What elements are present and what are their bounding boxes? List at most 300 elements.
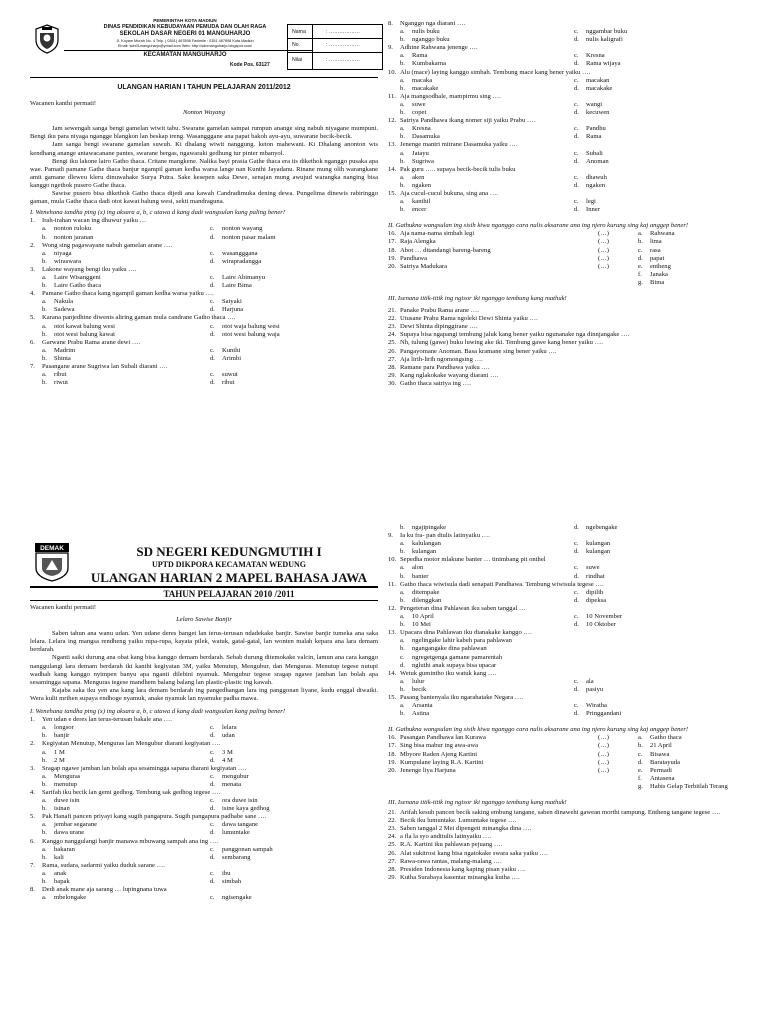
option-text: 3 M xyxy=(222,748,233,756)
option-letter: c. xyxy=(210,748,215,756)
school-name: SD NEGERI KEDUNGMUTIH I xyxy=(136,544,322,559)
answer-option[interactable] xyxy=(42,724,210,732)
answer-option[interactable] xyxy=(574,85,748,93)
option-letter: b. xyxy=(400,133,405,141)
answer-bracket[interactable]: (…) xyxy=(598,254,609,262)
answer-option[interactable] xyxy=(400,133,574,141)
answer-option[interactable] xyxy=(42,773,210,781)
answer-option[interactable] xyxy=(400,621,574,629)
option-letter: a. xyxy=(42,273,47,281)
question-text: Sragap ngawe jamban lan bolah apa sesamingga sapana diarani kegiyatan …. xyxy=(42,764,247,772)
matching-number: 19. xyxy=(388,758,397,766)
answer-option[interactable] xyxy=(42,829,210,837)
option-text: encer xyxy=(412,206,427,214)
answer-option[interactable] xyxy=(574,597,748,605)
question-number: 27. xyxy=(388,355,397,363)
answer-bracket[interactable]: (…) xyxy=(598,238,609,246)
answer-option[interactable] xyxy=(574,548,748,556)
answer-option[interactable] xyxy=(400,678,574,686)
answer-option[interactable] xyxy=(400,198,574,206)
fill-in-item xyxy=(388,858,748,866)
option-text: lulur xyxy=(412,677,425,685)
fill-in-item xyxy=(388,874,748,882)
answer-option[interactable] xyxy=(400,174,574,182)
answer-option[interactable] xyxy=(42,732,210,740)
answer-option[interactable] xyxy=(42,250,210,258)
option-letter: a. xyxy=(400,52,405,60)
option-text: dilenggkan xyxy=(412,596,442,604)
question-number: 2. xyxy=(30,740,35,748)
answer-option[interactable] xyxy=(210,878,378,886)
option-group xyxy=(388,150,748,166)
option-text: otot wesi balung waja xyxy=(222,330,280,338)
kop-line-1: PEMERINTAH KOTA MADIUN xyxy=(153,18,217,23)
answer-option[interactable] xyxy=(210,797,378,805)
question-text: Satriya Pandhawa ikang nomer siji yaiku Prabu …. xyxy=(400,117,536,125)
answer-bracket[interactable]: (…) xyxy=(598,766,609,774)
option-text: kulangan xyxy=(412,548,437,556)
answer-option[interactable] xyxy=(400,150,574,158)
section-1-instruction: I. Wenehana tandha ping (x) ing aksara a, b, c utawa d kang dadi wangsulan kang paling bener! xyxy=(30,708,286,716)
answer-option[interactable] xyxy=(574,564,748,572)
question-number: 13. xyxy=(388,141,397,149)
answer-option[interactable] xyxy=(42,757,210,765)
name-field[interactable]: ……………… xyxy=(328,29,361,35)
answer-option[interactable] xyxy=(400,548,574,556)
option-letter: d. xyxy=(210,756,215,764)
story-paragraph: Saben tahun ana wanu udan. Yen udane deres banget lan terus-terusan ndadekake banjir. Sawise banjir tumeka ana saka lelara. Lelara ing mangsa rendheng yaiku rupa-rupa, kayata pilek, watuk, gatal-gatal, lan wonten malah kepara ana lara demam berdarah. xyxy=(30,630,378,654)
option-letter: d. xyxy=(210,306,215,314)
option-letter: c. xyxy=(210,298,215,306)
option-letter: a. xyxy=(42,869,47,877)
option-letter: d. xyxy=(210,780,215,788)
exam-sheet-2 xyxy=(0,512,768,1024)
answer-option[interactable] xyxy=(400,637,748,645)
answer-option[interactable] xyxy=(400,710,574,718)
answer-option[interactable] xyxy=(42,258,210,266)
answer-option[interactable] xyxy=(574,710,748,718)
option-group xyxy=(388,28,748,44)
question-text: R.A. Kartini iku pahlawan pejuang …. xyxy=(400,841,503,849)
answer-bracket[interactable]: (…) xyxy=(598,262,609,270)
question-number: 8. xyxy=(30,886,35,894)
answer-bracket[interactable]: (…) xyxy=(598,758,609,766)
answer-option[interactable] xyxy=(210,347,378,355)
answer-option[interactable] xyxy=(574,133,748,141)
answer-option[interactable] xyxy=(42,781,210,789)
multiple-choice-list xyxy=(30,217,378,387)
option-letter: d. xyxy=(210,233,215,241)
question-number: 13. xyxy=(388,629,397,637)
kop-line-3: SEKOLAH DASAR NEGERI 01 MANGUHARJO xyxy=(119,31,251,37)
answer-option[interactable] xyxy=(42,749,210,757)
question-text: Utusane Prabu Rama ngoleki Dewi Shinta yaiku …. xyxy=(400,315,538,323)
matching-row xyxy=(388,230,748,238)
matching-option: entheng xyxy=(650,262,671,270)
answer-bracket[interactable]: (…) xyxy=(598,742,609,750)
option-text: panggonan sampah xyxy=(222,845,273,853)
option-group xyxy=(30,323,378,339)
answer-option[interactable] xyxy=(574,182,748,190)
answer-option[interactable] xyxy=(574,158,748,166)
question-text: Aja mangsodhale, mampirmu sing …. xyxy=(400,92,501,100)
answer-option[interactable] xyxy=(42,347,210,355)
option-text: dipeksa xyxy=(586,596,607,604)
answer-option[interactable] xyxy=(42,234,210,242)
option-letter: a. xyxy=(400,588,405,596)
fill-in-item xyxy=(388,356,748,364)
answer-option[interactable] xyxy=(400,52,574,60)
option-text: Sugriwa xyxy=(412,157,434,165)
answer-option[interactable] xyxy=(42,821,210,829)
question-text: Arifah kesuh pancen becik saking embung tangane, saben dinawehi gawean morthi rampung. Entheng tangane tegese …. xyxy=(400,809,721,817)
answer-option[interactable] xyxy=(210,355,378,363)
answer-option[interactable] xyxy=(210,371,378,379)
option-text: nonton wayang xyxy=(222,225,263,233)
answer-option[interactable] xyxy=(400,613,574,621)
answer-bracket[interactable]: (…) xyxy=(598,246,609,254)
matching-statement: Pandhawa xyxy=(400,254,428,262)
answer-option[interactable] xyxy=(210,250,378,258)
answer-option[interactable] xyxy=(42,306,210,314)
answer-option[interactable] xyxy=(574,28,748,36)
option-text: ngebengake xyxy=(586,524,618,531)
option-letter: a. xyxy=(42,748,47,756)
question-item xyxy=(388,605,748,613)
answer-option[interactable] xyxy=(574,52,748,60)
option-letter: c. xyxy=(210,869,215,877)
answer-option[interactable] xyxy=(400,573,574,581)
answer-option[interactable] xyxy=(42,225,210,233)
option-group xyxy=(30,274,378,290)
answer-option[interactable] xyxy=(400,686,574,694)
score-colon: : xyxy=(326,57,328,63)
question-number: 6. xyxy=(30,338,35,346)
option-text: Madrim xyxy=(54,346,76,354)
answer-option[interactable] xyxy=(400,182,574,190)
fill-in-item xyxy=(388,364,748,372)
answer-option[interactable] xyxy=(574,77,748,85)
header-rule-bottom xyxy=(30,600,378,601)
answer-option[interactable] xyxy=(574,174,748,182)
matching-statement: Jenenge liya Harjuna xyxy=(400,766,456,774)
question-text: Dewi Shinta dipinggirane …. xyxy=(400,323,478,331)
answer-option[interactable] xyxy=(210,282,378,290)
option-text: macakake xyxy=(412,84,439,92)
answer-option[interactable] xyxy=(574,60,748,68)
option-group xyxy=(388,77,748,93)
question-text: Gatho thaca wiwisula dadi senapati Pandhawa. Tembung wiwisula tegese …. xyxy=(400,580,604,588)
option-text: Kresna xyxy=(586,52,605,60)
answer-bracket[interactable]: (…) xyxy=(598,734,609,742)
question-item xyxy=(388,190,748,198)
answer-option[interactable] xyxy=(210,846,378,854)
option-text: Pandhu xyxy=(586,125,606,133)
option-letter: c. xyxy=(574,28,579,36)
answer-option[interactable] xyxy=(400,654,748,662)
option[interactable] xyxy=(574,524,748,532)
option-letter: d. xyxy=(210,257,215,265)
question-item xyxy=(30,290,378,298)
option-text: Kresna xyxy=(412,125,431,133)
answer-option[interactable] xyxy=(574,678,748,686)
matching-option: Gatho thaca xyxy=(650,734,682,742)
option-text: Harjuna xyxy=(222,306,244,314)
answer-bracket[interactable]: (…) xyxy=(598,750,609,758)
option-text: macakan xyxy=(586,76,610,84)
matching-number: 18. xyxy=(388,750,397,758)
matching-letter: a. xyxy=(638,230,643,238)
answer-option[interactable] xyxy=(574,540,748,548)
answer-option[interactable] xyxy=(574,206,748,214)
option-text: wasangggana xyxy=(222,249,258,257)
option-text: kalulangan xyxy=(412,540,441,548)
answer-option[interactable] xyxy=(400,125,574,133)
answer-option[interactable] xyxy=(400,85,574,93)
answer-option[interactable] xyxy=(42,282,210,290)
fill-in-item xyxy=(388,833,748,841)
option-letter: a. xyxy=(42,298,47,306)
option-text: Rama xyxy=(412,52,428,60)
option-text: Subali xyxy=(586,149,603,157)
answer-option[interactable] xyxy=(574,702,748,710)
fill-in-item xyxy=(388,380,748,388)
matching-option: lima xyxy=(650,238,662,246)
option-letter: a. xyxy=(42,772,47,780)
option-letter: c. xyxy=(210,724,215,732)
answer-option[interactable] xyxy=(400,28,574,36)
option-text: ribut xyxy=(222,379,235,387)
matching-letter: b. xyxy=(638,238,643,246)
question-text: Aja cucul-cucul bukuna, sing ana …. xyxy=(400,189,498,197)
answer-option[interactable] xyxy=(400,564,574,572)
option-letter: a. xyxy=(42,346,47,354)
question-text: Sarifah iku becik lan gemi gedhog. Tembung sak gedhog tegese …. xyxy=(42,788,221,796)
answer-option[interactable] xyxy=(42,878,210,886)
option-text: banjir xyxy=(54,732,70,740)
answer-option[interactable] xyxy=(400,540,574,548)
answer-option[interactable] xyxy=(400,597,574,605)
answer-option[interactable] xyxy=(210,331,378,339)
answer-option[interactable] xyxy=(574,125,748,133)
answer-option[interactable] xyxy=(400,109,574,117)
option-text: ngajipingake xyxy=(412,524,447,531)
answer-option[interactable] xyxy=(400,158,574,166)
answer-option[interactable] xyxy=(42,846,210,854)
option-text: niyaga xyxy=(54,249,72,257)
option-group xyxy=(388,564,748,580)
question-text: Pasangane arane Sugriwa lan Subali diarani …. xyxy=(42,363,168,370)
story-paragraph: Sawise pusero bisa dikethok Gatho thaca dijedi ana kawah Candradimuka dening dewa. Pungelima dinewis rabiringgo gaman, mula Gathe thaca dadi otot kawat balung wesi, sekti mandraguna. xyxy=(30,190,378,206)
question-item xyxy=(388,117,748,125)
matching-number: 18. xyxy=(388,246,397,254)
fill-in-item xyxy=(388,348,748,356)
answer-option[interactable] xyxy=(42,870,210,878)
option-text: ora duwe isin xyxy=(222,797,258,805)
question-text: Kang nglakokake wayang diarani …. xyxy=(400,371,499,379)
question-number: 25. xyxy=(388,339,397,347)
matching-number: 16. xyxy=(388,734,397,742)
matching-row xyxy=(388,255,748,263)
answer-option[interactable] xyxy=(210,894,378,902)
answer-option[interactable] xyxy=(210,821,378,829)
answer-option[interactable] xyxy=(210,805,378,813)
answer-option[interactable] xyxy=(210,870,378,878)
answer-option[interactable] xyxy=(210,274,378,282)
question-item xyxy=(388,556,748,564)
answer-option[interactable] xyxy=(400,589,574,597)
option-group xyxy=(388,613,748,629)
option-letter: c. xyxy=(210,772,215,780)
answer-option[interactable] xyxy=(210,379,378,387)
option-letter: b. xyxy=(400,596,405,604)
answer-option[interactable] xyxy=(210,306,378,314)
option-text: Dasamuka xyxy=(412,133,440,141)
option-group xyxy=(388,52,748,68)
option-text: 10 April xyxy=(412,613,434,621)
option-text: sembarang xyxy=(222,853,251,861)
question-number: 7. xyxy=(30,861,35,869)
option-text: menata xyxy=(222,780,242,788)
option-text: 2 M xyxy=(54,756,65,764)
answer-bracket[interactable]: (…) xyxy=(598,230,609,238)
question-number: 30. xyxy=(388,379,397,387)
answer-option[interactable] xyxy=(574,613,748,621)
option-text: macaka xyxy=(412,76,433,84)
question-item xyxy=(30,363,378,371)
answer-option[interactable] xyxy=(42,379,210,387)
question-number: 21. xyxy=(388,307,397,315)
option-text: ngisengake xyxy=(222,894,252,902)
answer-option[interactable] xyxy=(210,732,378,740)
answer-option[interactable] xyxy=(400,645,748,653)
option-letter: b. xyxy=(42,878,47,885)
question-text: Alu (mace) laying kanggo simbah. Tembung mace kang bener yaiku …. xyxy=(400,68,591,76)
option-letter: a. xyxy=(42,845,47,853)
answer-option[interactable] xyxy=(574,109,748,117)
answer-option[interactable] xyxy=(574,686,748,694)
score-field[interactable]: ……………… xyxy=(328,57,361,63)
option-text: suwe xyxy=(412,100,426,108)
question-text: Kutha Surabaya kasentar minangka kutha …. xyxy=(400,873,520,881)
answer-option[interactable] xyxy=(400,77,574,85)
question-text: Nh, tulung (gawe) buku luwing ake iki. Tembung gawe kang bener yaiku …. xyxy=(400,339,603,347)
matching-row xyxy=(388,247,748,255)
question-number: 29. xyxy=(388,371,397,379)
option-letter: c. xyxy=(574,173,579,181)
option-letter: c. xyxy=(210,273,215,281)
answer-option[interactable] xyxy=(574,36,748,44)
option-text: Wiratha xyxy=(586,702,607,710)
answer-option[interactable] xyxy=(400,702,574,710)
answer-option[interactable] xyxy=(210,781,378,789)
option-letter: d. xyxy=(574,133,579,141)
option-letter: a. xyxy=(400,173,405,181)
answer-option[interactable] xyxy=(400,662,748,670)
option-group xyxy=(388,678,748,694)
option-letter: b. xyxy=(42,805,47,813)
matching-option: papat xyxy=(650,254,665,262)
question-number: 8. xyxy=(388,20,393,27)
answer-option[interactable] xyxy=(210,749,378,757)
answer-option[interactable] xyxy=(210,724,378,732)
answer-option[interactable] xyxy=(42,894,210,902)
fill-in-item xyxy=(388,315,748,323)
option-letter: a. xyxy=(400,540,405,548)
answer-option[interactable] xyxy=(42,854,210,862)
answer-option[interactable] xyxy=(42,323,210,331)
question-text: Pengeteran dina Pahlawan iku saben tanggal … xyxy=(400,604,526,612)
answer-option[interactable] xyxy=(42,274,210,282)
answer-option[interactable] xyxy=(210,854,378,862)
matching-list xyxy=(388,230,748,287)
option-text: jembar segarane xyxy=(54,821,98,829)
matching-letter: d. xyxy=(638,254,643,262)
question-item xyxy=(30,765,378,773)
answer-option[interactable] xyxy=(574,101,748,109)
answer-option[interactable] xyxy=(400,101,574,109)
answer-option[interactable] xyxy=(574,589,748,597)
answer-option[interactable] xyxy=(210,323,378,331)
answer-option[interactable] xyxy=(42,355,210,363)
question-item xyxy=(388,20,748,28)
option-letter: b. xyxy=(400,181,405,189)
answer-option[interactable] xyxy=(574,621,748,629)
answer-option[interactable] xyxy=(400,60,574,68)
option[interactable] xyxy=(400,524,574,532)
answer-option[interactable] xyxy=(42,371,210,379)
answer-option[interactable] xyxy=(574,150,748,158)
question-text: Presiden Indonesia kang kaping pisan yaiku …. xyxy=(400,865,526,873)
option-letter: c. xyxy=(574,125,579,133)
answer-option[interactable] xyxy=(210,258,378,266)
story-title: Nonton Wayang xyxy=(182,109,226,117)
question-item xyxy=(388,581,748,589)
answer-option[interactable] xyxy=(400,36,574,44)
option-text: ngaken xyxy=(412,181,432,189)
matching-number: 19. xyxy=(388,254,397,262)
answer-option[interactable] xyxy=(42,797,210,805)
option-group xyxy=(30,846,378,862)
answer-option[interactable] xyxy=(42,298,210,306)
option-letter: c. xyxy=(574,198,579,206)
answer-option[interactable] xyxy=(210,234,378,242)
question-item xyxy=(388,166,748,174)
answer-option[interactable] xyxy=(42,331,210,339)
option-letter: c. xyxy=(574,100,579,108)
matching-option: 21 April xyxy=(650,742,672,750)
answer-option[interactable] xyxy=(574,198,748,206)
answer-option[interactable] xyxy=(574,573,748,581)
question-item xyxy=(388,69,748,77)
number-field[interactable]: ……………… xyxy=(328,42,361,48)
option-letter: d. xyxy=(574,84,579,92)
answer-option[interactable] xyxy=(210,757,378,765)
answer-option[interactable] xyxy=(210,829,378,837)
question-text: Nganggo nga diarani …. xyxy=(400,20,466,27)
question-number: 12. xyxy=(388,604,397,612)
option-text: alon xyxy=(412,564,424,572)
answer-option[interactable] xyxy=(400,206,574,214)
answer-option[interactable] xyxy=(42,805,210,813)
question-text: Ramane para Pandhawa yaiku …. xyxy=(400,363,490,371)
option-letter: b. xyxy=(42,780,47,788)
answer-option[interactable] xyxy=(210,773,378,781)
option-letter: a. xyxy=(400,677,405,685)
matching-statement: Aja nama-nama simbah legi xyxy=(400,230,475,238)
answer-option[interactable] xyxy=(210,298,378,306)
answer-option[interactable] xyxy=(210,225,378,233)
